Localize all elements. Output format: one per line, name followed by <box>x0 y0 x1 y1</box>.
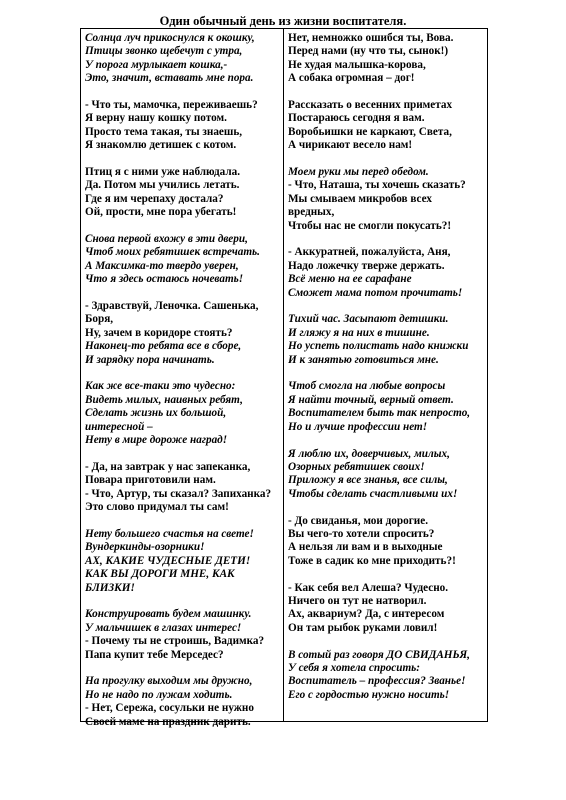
poem-line: Приложу я все знанья, все силы, <box>288 474 448 487</box>
poem-line: вредных, <box>288 206 335 219</box>
stanza <box>288 99 486 153</box>
poem-line: Перед нами (ну что ты, сынок!) <box>288 45 449 58</box>
poem-line: Нет, немножко ошибся ты, Вова. <box>288 32 454 44</box>
poem-line: У себя я хотела спросить: <box>288 661 421 674</box>
poem-line: Это, значит, вставать мне пора. <box>85 72 254 85</box>
poem-line: Но успеть полистать надо книжки <box>288 340 469 353</box>
stanza <box>288 515 486 569</box>
poem-line: И к занятью готовиться мне. <box>288 353 439 366</box>
poem-line: БЛИЗКИ! <box>85 581 135 594</box>
poem-line: - Почему ты не строишь, Вадимка? <box>85 635 265 648</box>
poem-line: И гляжу я на них в тишине. <box>288 326 430 339</box>
stanza <box>85 608 281 662</box>
left-column <box>85 32 281 742</box>
poem-line: Снова первой вхожу в эти двери, <box>85 233 248 246</box>
poem-line: Солнца луч прикоснулся к окошку, <box>85 32 255 44</box>
poem-line: Вы чего-то хотели спросить? <box>288 527 435 540</box>
poem-line: Я найти точный, верный ответ. <box>288 393 454 406</box>
poem-line: - Аккуратней, пожалуйста, Аня, <box>288 246 451 259</box>
poem-line: У порога мурлыкает кошка,- <box>85 58 228 71</box>
stanza <box>85 32 281 86</box>
poem-line: Постараюсь сегодня я вам. <box>288 112 425 125</box>
poem-line: Воспитателем быть так непросто, <box>288 407 471 420</box>
stanza <box>85 380 281 447</box>
poem-line: Ой, прости, мне пора убегать! <box>85 206 237 219</box>
poem-line: - До свиданья, мои дорогие. <box>288 514 428 527</box>
poem-line: Это слово придумал ты сам! <box>85 501 229 514</box>
stanza <box>288 448 486 502</box>
stanza <box>85 233 281 287</box>
poem-line: Тихий час. Засыпают детишки. <box>288 313 449 326</box>
stanza <box>85 99 281 153</box>
poem-line: Моем руки мы перед обедом. <box>288 166 429 179</box>
poem-line: Сможет мама потом прочитать! <box>288 286 463 299</box>
poem-line: АХ, КАКИЕ ЧУДЕСНЫЕ ДЕТИ! <box>85 554 251 567</box>
poem-line: - Что ты, мамочка, переживаешь? <box>85 99 258 112</box>
poem-line: Озорных ребятишек своих! <box>288 460 425 473</box>
poem-line: - Что, Наташа, ты хочешь сказать? <box>288 179 466 192</box>
poem-line: Как же все-таки это чудесно: <box>85 380 236 393</box>
poem-line: Наконец-то ребята все в сборе, <box>85 340 242 353</box>
stanza <box>85 166 281 220</box>
stanza <box>85 528 281 595</box>
poem-line: КАК ВЫ ДОРОГИ МНЕ, КАК <box>85 568 235 581</box>
poem-line: Ну, зачем в коридоре стоять? <box>85 326 233 339</box>
poem-line: А чирикают весело нам! <box>288 139 413 152</box>
poem-line: Да. Потом мы учились летать. <box>85 179 240 192</box>
poem-line: Но не надо по лужам ходить. <box>85 688 233 701</box>
stanza <box>288 313 486 367</box>
poem-line: Ничего он тут не натворил. <box>288 594 427 607</box>
column-divider <box>283 29 284 721</box>
poem-line: Боря, <box>85 313 114 326</box>
poem-line: Не худая малышка-корова, <box>288 58 426 71</box>
poem-line: Он там рыбок руками ловил! <box>288 621 438 634</box>
poem-line: - Как себя вел Алеша? Чудесно. <box>288 581 449 594</box>
stanza <box>288 32 486 86</box>
stanza <box>85 675 281 729</box>
poem-line: Мы смываем микробов всех <box>288 192 432 205</box>
poem-line: - Что, Артур, ты сказал? Запиханка? <box>85 487 272 500</box>
poem-line: Видеть милых, наивных ребят, <box>85 393 243 406</box>
poem-line: Я люблю их, доверчивых, милых, <box>288 447 450 460</box>
document-title: Один обычный день из жизни воспитателя. <box>159 14 407 28</box>
right-column <box>288 32 486 716</box>
poem-line: Повара приготовили нам. <box>85 474 216 487</box>
stanza <box>85 461 281 515</box>
poem-line: А собака огромная – дог! <box>288 72 415 85</box>
poem-line: И зарядку пора начинать. <box>85 353 215 366</box>
poem-line: Вундеркинды-озорники! <box>85 541 205 554</box>
poem-line: Всё меню на ее сарафане <box>288 273 412 286</box>
stanza <box>288 166 486 233</box>
poem-line: - Да, на завтрак у нас запеканка, <box>85 460 251 473</box>
poem-line: Чтобы нас не смогли покусать?! <box>288 219 452 232</box>
stanza <box>288 246 486 300</box>
poem-line: А Максимка-то твердо уверен, <box>85 259 239 272</box>
poem-line: Воспитатель – профессия? Званье! <box>288 675 466 688</box>
poem-line: Папа купит тебе Мерседес? <box>85 648 224 661</box>
poem-line: На прогулку выходим мы дружно, <box>85 675 253 688</box>
poem-line: - Здравствуй, Леночка. Сашенька, <box>85 300 259 313</box>
poem-line: Нету большего счастья на свете! <box>85 527 254 540</box>
poem-line: Рассказать о весенних приметах <box>288 99 453 112</box>
poem-line: Конструировать будем машинку. <box>85 608 252 621</box>
poem-line: Его с гордостью нужно носить! <box>288 688 450 701</box>
poem-line: Воробьишки не каркают, Света, <box>288 125 452 138</box>
poem-line: Птицы звонко щебечут с утра, <box>85 45 243 58</box>
poem-line: Где я им черепаху достала? <box>85 192 224 205</box>
poem-line: Я верну нашу кошку потом. <box>85 112 227 125</box>
poem-line: Чтоб смогла на любые вопросы <box>288 380 446 393</box>
poem-line: У мальчишек в глазах интерес! <box>85 621 242 634</box>
stanza <box>288 380 486 434</box>
poem-table <box>80 28 488 728</box>
poem-line: Надо ложечку тверже держать. <box>288 259 445 272</box>
poem-line: Просто тема такая, ты знаешь, <box>85 125 243 138</box>
stanza <box>288 582 486 636</box>
poem-line: Сделать жизнь их большой, <box>85 407 227 420</box>
poem-line: Чтобы сделать счастливыми их! <box>288 487 458 500</box>
poem-line: А нельзя ли вам и в выходные <box>288 541 443 554</box>
stanza <box>288 649 486 703</box>
poem-line: Что я здесь остаюсь ночевать! <box>85 273 244 286</box>
poem-line: Я знакомлю детишек с котом. <box>85 139 237 152</box>
poem-line: Своей маме на праздник дарить. <box>85 715 251 728</box>
poem-line: Чтоб моих ребятишек встречать. <box>85 246 260 259</box>
poem-line: - Нет, Сережа, сосульки не нужно <box>85 702 254 715</box>
poem-line: Ах, аквариум? Да, с интересом <box>288 608 445 621</box>
poem-line: Птиц я с ними уже наблюдала. <box>85 166 240 179</box>
poem-line: интересной – <box>85 420 153 433</box>
poem-line: В сотый раз говоря ДО СВИДАНЬЯ, <box>288 648 470 661</box>
poem-line: Но и лучше профессии нет! <box>288 420 428 433</box>
poem-line: Нету в мире дороже наград! <box>85 434 228 447</box>
poem-line: Тоже в садик ко мне приходить?! <box>288 554 456 567</box>
stanza <box>85 300 281 367</box>
